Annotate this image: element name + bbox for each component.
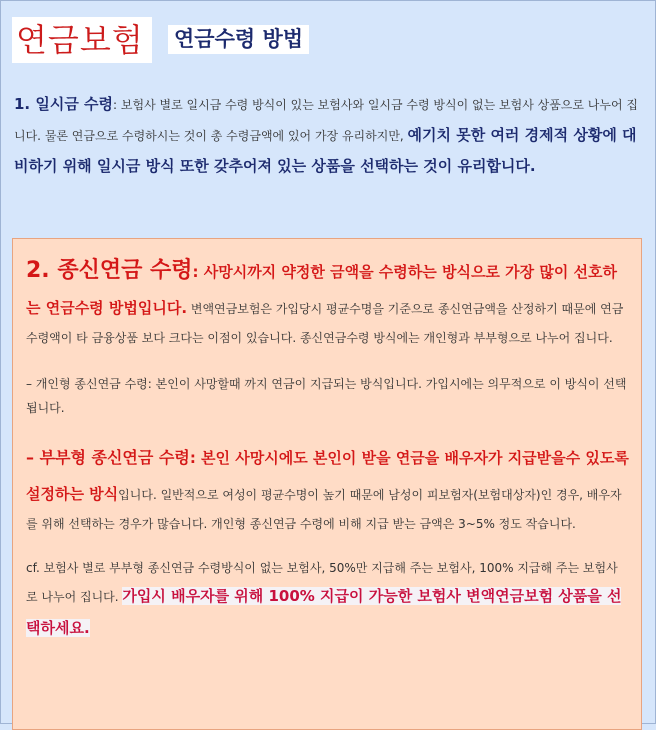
section-lifetime-intro: 변액연금보험은 가입당시 평균수명을 기준으로 종신연금액을 산정하기 때문에 연금수령액이 타 금융상품 보다 크다는 이점이 있습니다. 종신연금수령 방식에는 개인형과 부부형으로 나누어 집니다. — [26, 302, 624, 345]
spacer — [26, 420, 629, 440]
cf-paragraph — [26, 556, 629, 644]
section-lump-sum — [14, 90, 642, 182]
section-lump-sum-emphasis: 예기치 못한 여러 경제적 상황에 대비하기 위해 일시금 방식 또한 갖추어져 있는 상품을 선택하는 것이 유리합니다. — [14, 126, 637, 175]
section-lump-sum-text: : 보험사 별로 일시금 수령 방식이 있는 보험사와 일시금 수령 방식이 없는 보험사 상품으로 나누어 집니다. 물론 연금으로 수령하시는 것이 총 수령금액에 있어 가장 유리하지만, — [14, 98, 638, 143]
section-lifetime-heading: 2. 종신연금 수령 — [26, 258, 193, 283]
couple-annuity-text: 입니다. 일반적으로 여성이 평균수명이 높기 때문에 남성이 피보험자(보험대상자)인 경우, 배우자를 위해 선택하는 경우가 많습니다. 개인형 종신연금 수령에 비해 지급 받는 금액은 3~5% 정도 작습니다. — [26, 488, 622, 531]
couple-annuity-heading-suffix: : 본인 사망시에도 본인이 받을 연금을 배우자가 지급받을수 있도록 설정하는 방식 — [26, 449, 629, 503]
spacer — [26, 536, 629, 556]
section-lump-sum-heading: 1. 일시금 수령 — [14, 95, 114, 113]
section-lifetime-heading-suffix: : 사망시까지 약정한 금액을 수령하는 방식으로 가장 많이 선호하는 연금수령 방법입니다. — [26, 263, 618, 317]
cf-highlight: 가입시 배우자를 위해 100% 지급이 가능한 보험사 변액연금보험 상품을 선택하세요. — [26, 587, 622, 637]
page-title: 연금보험 — [12, 17, 152, 63]
cf-text: cf. 보험사 별로 부부형 종신연금 수령방식이 없는 보험사, 50%만 지급해 주는 보험사, 100% 지급해 주는 보험사로 나누어 집니다. — [26, 561, 618, 604]
spacer — [26, 350, 629, 372]
personal-annuity-text: – 개인형 종신연금 수령: 본인이 사망할때 까지 연금이 지급되는 방식입니다. 가입시에는 의무적으로 이 방식이 선택됩니다. — [26, 377, 627, 415]
section-lifetime-intro-paragraph — [26, 253, 629, 350]
couple-annuity-paragraph — [26, 440, 629, 536]
page-subtitle: 연금수령 방법 — [168, 25, 309, 54]
couple-annuity-heading: – 부부형 종신연금 수령 — [26, 448, 190, 467]
section-lifetime-annuity — [12, 238, 642, 730]
